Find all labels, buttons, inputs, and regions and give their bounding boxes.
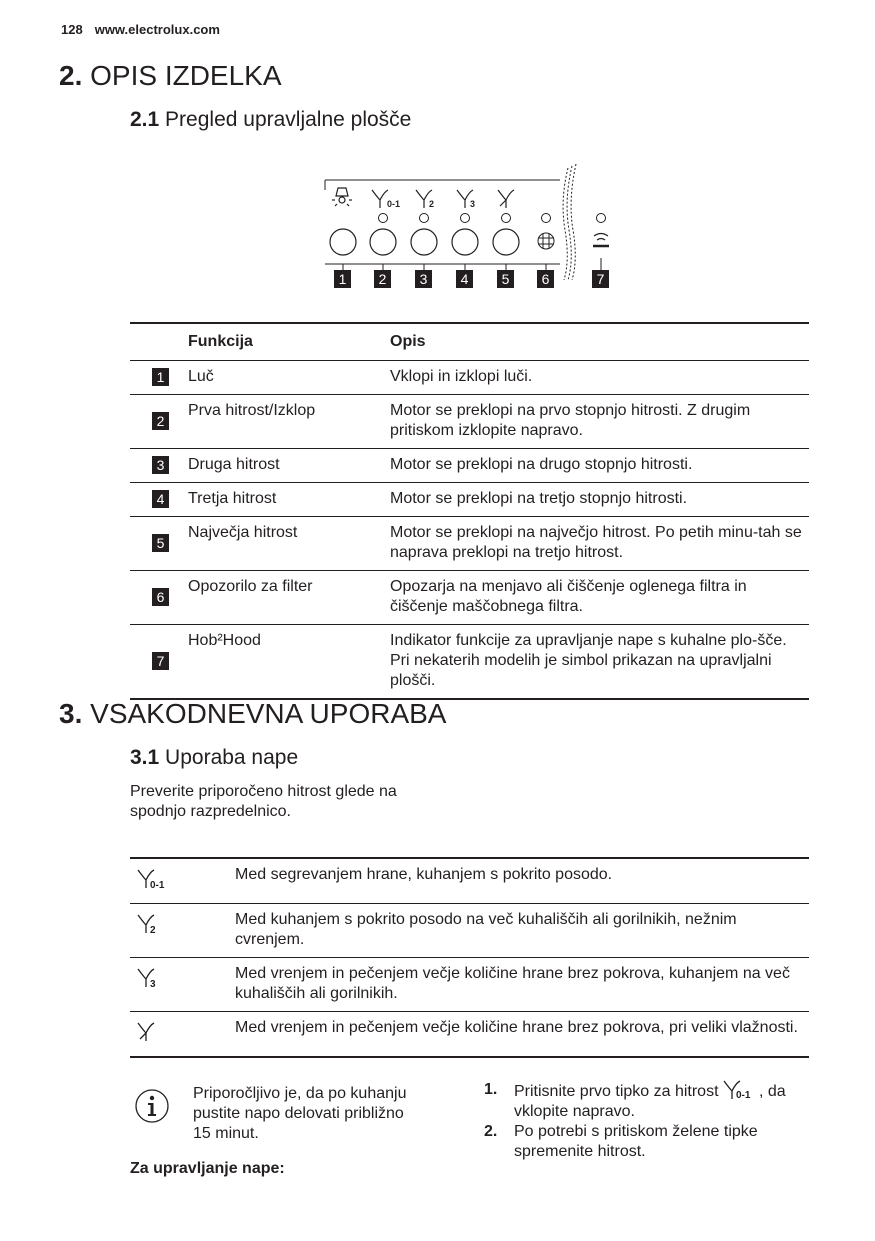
- row-number: 2: [152, 412, 169, 430]
- speed-description: Med kuhanjem s pokrito posodo na več kuhališčih ali gorilnikih, nežnim cvrenjem.: [235, 911, 737, 948]
- row-function: Luč: [182, 361, 384, 395]
- list-item: [484, 1080, 810, 1122]
- icon-subscript: 0-1: [735, 1090, 751, 1100]
- row-number: 4: [152, 490, 169, 508]
- section-3-text: VSAKODNEVNA UPORABA: [90, 698, 447, 729]
- subsection-3-1-number: 3.1: [130, 746, 160, 769]
- fan-speed-3-icon: [136, 967, 176, 989]
- icon-subscript: 3: [150, 979, 156, 989]
- table-header-empty: [130, 323, 182, 361]
- svg-text:2: 2: [429, 199, 435, 209]
- step-number: 1.: [484, 1081, 498, 1098]
- table-row: [130, 958, 809, 1012]
- row-number: 7: [152, 652, 169, 670]
- speed-description: Med vrenjem in pečenjem večje količine hrane brez pokrova, pri veliki vlažnosti.: [235, 1019, 798, 1036]
- fan-speed-2-icon: [136, 913, 176, 935]
- intro-paragraph: Preverite priporočeno hitrost glede na spodnjo razpredelnico.: [130, 783, 397, 820]
- row-description: Vklopi in izklopi luči.: [384, 361, 809, 395]
- row-description: Motor se preklopi na prvo stopnjo hitrosti. Z drugim pritiskom izklopite napravo.: [390, 402, 751, 439]
- light-button[interactable]: [330, 229, 356, 255]
- page-number: 128: [61, 22, 83, 37]
- subsection-3-1-text: Uporaba nape: [165, 746, 299, 769]
- list-item: [484, 1122, 810, 1162]
- speed-table: [130, 857, 809, 1058]
- row-description: Indikator funkcije za upravljanje nape s kuhalne plo-šče. Pri nekaterih modelih je simbol prikazan na upravljalni plošči.: [384, 625, 809, 700]
- table-row: [130, 1012, 809, 1058]
- table-row: [130, 571, 809, 625]
- row-number: 3: [152, 456, 169, 474]
- icon-subscript: 0-1: [150, 880, 165, 890]
- panel-label-1: 1: [334, 270, 351, 288]
- panel-label-3: 3: [415, 270, 432, 288]
- row-function: Tretja hitrost: [182, 483, 384, 517]
- step-number: 2.: [484, 1123, 498, 1140]
- panel-label-7: 7: [592, 270, 609, 288]
- svg-text:0-1: 0-1: [387, 199, 401, 209]
- section-3-title: [59, 698, 446, 730]
- table-row: [130, 361, 809, 395]
- speed-description: Med segrevanjem hrane, kuhanjem s pokrito posodo.: [235, 866, 613, 883]
- step-text-pre: Pritisnite prvo tipko za hitrost: [514, 1083, 719, 1100]
- row-function: Opozorilo za filter: [188, 578, 313, 595]
- table-row: [130, 395, 809, 449]
- panel-label-5: 5: [497, 270, 514, 288]
- row-description: Motor se preklopi na največjo hitrost. Po petih minu-tah se naprava preklopi na tretjo hitrost.: [384, 517, 809, 571]
- step-text: Po potrebi s pritiskom želene tipke spremenite hitrost.: [514, 1123, 758, 1160]
- row-number: 5: [152, 534, 169, 552]
- row-function: Druga hitrost: [182, 449, 384, 483]
- row-number: 1: [152, 368, 169, 386]
- row-function: Prva hitrost/Izklop: [188, 402, 316, 419]
- panel-label-6: 6: [537, 270, 554, 288]
- boost-button[interactable]: [493, 229, 519, 255]
- icon-subscript: 2: [150, 925, 156, 935]
- row-function: Največja hitrost: [182, 517, 384, 571]
- light-icon: [332, 188, 352, 206]
- subsection-2-1-number: 2.1: [130, 108, 160, 131]
- row-description: Motor se preklopi na drugo stopnjo hitrosti.: [384, 449, 809, 483]
- row-function: Hob²Hood: [182, 625, 384, 700]
- speed-0-1-button[interactable]: [370, 229, 396, 255]
- table-row: [130, 483, 809, 517]
- section-2-number: 2.: [59, 60, 83, 91]
- led-indicator: [542, 214, 551, 223]
- speed-3-button[interactable]: [452, 229, 478, 255]
- page-header: [61, 22, 220, 37]
- subsection-3-1-title: [130, 746, 298, 770]
- fan-boost-icon: [498, 190, 514, 208]
- svg-text:3: 3: [470, 199, 476, 209]
- filter-grid-icon: [538, 233, 554, 249]
- table-header-description: Opis: [384, 323, 809, 361]
- led-indicator: [502, 214, 511, 223]
- led-indicator: [461, 214, 470, 223]
- hob2hood-icon: [593, 234, 609, 247]
- table-row: [130, 904, 809, 958]
- info-note: Priporočljivo je, da po kuhanju pustite napo delovati približno 15 minut.: [193, 1085, 407, 1142]
- row-number: 6: [152, 588, 169, 606]
- fan-speed-3-icon: [457, 190, 475, 209]
- function-table: [130, 322, 809, 700]
- speed-description: Med vrenjem in pečenjem večje količine hrane brez pokrova, kuhanjem na več kuhališčih ali gorilnikih.: [235, 965, 790, 1002]
- row-description: Opozarja na menjavo ali čiščenje oglenega filtra in čiščenje maščobnega filtra.: [390, 578, 747, 615]
- fan-speed-0-1-icon: [723, 1080, 759, 1100]
- panel-label-4: 4: [456, 270, 473, 288]
- info-icon: [134, 1088, 170, 1124]
- table-row: [130, 517, 809, 571]
- fan-speed-2-icon: [416, 190, 434, 209]
- speed-2-button[interactable]: [411, 229, 437, 255]
- fan-boost-icon: [136, 1021, 176, 1043]
- subsection-2-1-title: [130, 108, 411, 132]
- panel-label-2: 2: [374, 270, 391, 288]
- table-header-function: Funkcija: [182, 323, 384, 361]
- table-row: [130, 625, 809, 700]
- table-row: [130, 858, 809, 904]
- row-description: Motor se preklopi na tretjo stopnjo hitrosti.: [384, 483, 809, 517]
- led-indicator: [420, 214, 429, 223]
- led-indicator: [597, 214, 606, 223]
- section-2-title: [59, 60, 282, 92]
- section-3-number: 3.: [59, 698, 83, 729]
- fan-speed-0-1-icon: [136, 868, 176, 890]
- subsection-2-1-text: Pregled upravljalne plošče: [165, 108, 412, 131]
- steps-list: [484, 1080, 810, 1162]
- table-row: [130, 449, 809, 483]
- fan-speed-0-1-icon: [372, 190, 400, 209]
- led-indicator: [379, 214, 388, 223]
- section-2-text: OPIS IZDELKA: [90, 60, 282, 91]
- header-url: www.electrolux.com: [94, 22, 220, 37]
- step-text-post: , da vklopite napravo.: [514, 1083, 786, 1120]
- control-heading: Za upravljanje nape:: [130, 1160, 285, 1177]
